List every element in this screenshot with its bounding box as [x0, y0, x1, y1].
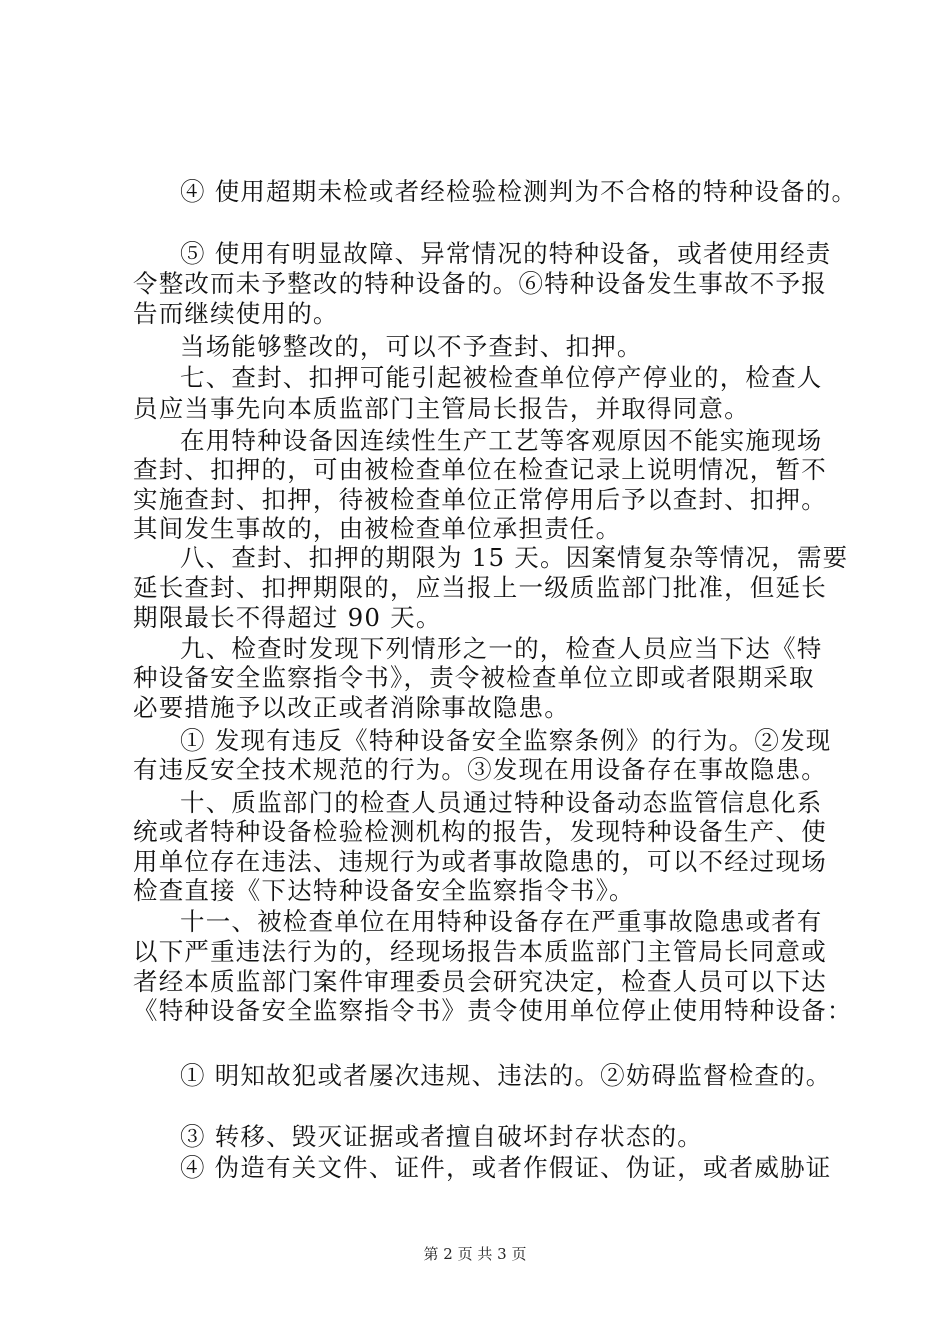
text-line: 九、检查时发现下列情形之一的，检查人员应当下达《特: [180, 634, 823, 663]
text-line: 延长查封、扣押期限的，应当报上一级质监部门批准，但延长: [133, 573, 827, 602]
text-line: ④ 伪造有关文件、证件，或者作假证、伪证，或者威胁证: [180, 1153, 832, 1182]
text-line: 令整改而未予整改的特种设备的。⑥特种设备发生事故不予报: [133, 269, 827, 298]
text-line: 十、质监部门的检查人员通过特种设备动态监管信息化系: [180, 788, 823, 817]
text-line: ④ 使用超期未检或者经检验检测判为不合格的特种设备的。: [180, 177, 858, 206]
text-line: ③ 转移、毁灭证据或者擅自破坏封存状态的。: [180, 1122, 703, 1151]
text-line: 必要措施予以改正或者消除事故隐患。: [133, 693, 570, 722]
text-line: 十一、被检查单位在用特种设备存在严重事故隐患或者有: [180, 907, 823, 936]
text-line: 当场能够整改的，可以不予查封、扣押。: [180, 332, 643, 361]
text-line: 用单位存在违法、违规行为或者事故隐患的，可以不经过现场: [133, 847, 827, 876]
text-line: 期限最长不得超过 90 天。: [133, 603, 442, 632]
text-line: 查封、扣押的，可由被检查单位在检查记录上说明情况，暂不: [133, 455, 827, 484]
text-line: 员应当事先向本质监部门主管局长报告，并取得同意。: [133, 394, 750, 423]
text-line: ① 发现有违反《特种设备安全监察条例》的行为。②发现: [180, 726, 832, 755]
text-line: 统或者特种设备检验检测机构的报告，发现特种设备生产、使: [133, 817, 827, 846]
text-line: 有违反安全技术规范的行为。③发现在用设备存在事故隐患。: [133, 755, 827, 784]
text-line: 八、查封、扣押的期限为 15 天。因案情复杂等情况，需要: [180, 543, 849, 572]
text-line: 种设备安全监察指令书》，责令被检查单位立即或者限期采取: [133, 663, 815, 692]
text-line: 其间发生事故的，由被检查单位承担责任。: [133, 514, 622, 543]
text-line: ⑤ 使用有明显故障、异常情况的特种设备，或者使用经责: [180, 239, 832, 268]
text-line: 七、查封、扣押可能引起被检查单位停产停业的，检查人: [180, 363, 823, 392]
text-line: ① 明知故犯或者屡次违规、违法的。②妨碍监督检查的。: [180, 1061, 832, 1090]
page-number-footer: 第 2 页 共 3 页: [423, 1245, 527, 1263]
text-line: 告而继续使用的。: [133, 299, 339, 328]
text-line: 在用特种设备因连续性生产工艺等客观原因不能实施现场: [180, 426, 823, 455]
text-line: 实施查封、扣押，待被检查单位正常停用后予以查封、扣押。: [133, 485, 827, 514]
text-line: 以下严重违法行为的，经现场报告本质监部门主管局长同意或: [133, 937, 827, 966]
text-line: 《特种设备安全监察指令书》责令使用单位停止使用特种设备：: [133, 996, 853, 1025]
text-line: 检查直接《下达特种设备安全监察指令书》。: [133, 876, 635, 905]
text-line: 者经本质监部门案件审理委员会研究决定，检查人员可以下达: [133, 967, 827, 996]
